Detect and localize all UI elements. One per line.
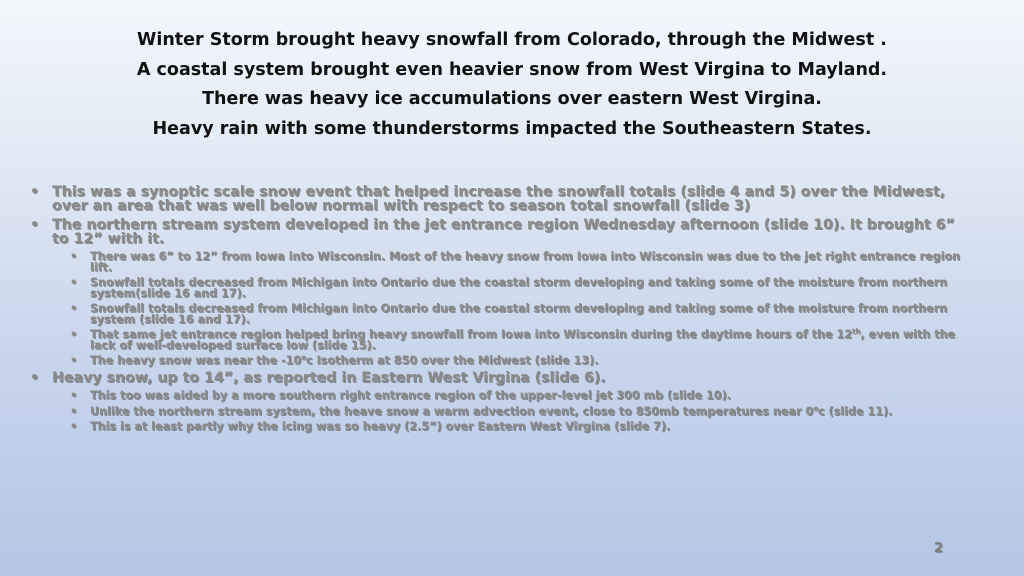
title-line: A coastal system brought even heavier snow from West Virgina to Mayland. xyxy=(136,59,888,80)
bullet-item xyxy=(30,369,970,386)
bullet-text: Heavy snow, up to 14”, as reported in Eastern West Virgina (slide 6). xyxy=(52,369,606,386)
bullet-marker: • xyxy=(30,369,40,386)
sub-bullet-text: This too was aided by a more southern right entrance region of the upper-level jet 300 mb (slide 10). xyxy=(90,389,731,402)
sub-bullet-text: There was 6” to 12” from Iowa into Wisconsin. Most of the heavy snow from Iowa into Wisconsin was due to the jet right entrance region lift. xyxy=(90,250,961,274)
bullet-text: The northern stream system developed in the jet entrance region Wednesday afternoon (slide 10). It brought 6” to 12” with it. xyxy=(52,217,955,247)
title-line: Winter Storm brought heavy snowfall from Colorado, through the Midwest . xyxy=(137,30,887,50)
sub-bullet-text: Snowfall totals decreased from Michigan into Ontario due the coastal storm developing and taking some of the moisture from northern system(slide 16 and 17). xyxy=(90,276,948,300)
bullet-list xyxy=(30,186,970,438)
bullet-text: This was a synoptic scale snow event that helped increase the snowfall totals (slide 4 and 5) over the Midwest, over an area that was well below normal with respect to season total snowfall (slide 3) xyxy=(52,184,946,214)
slide-title xyxy=(40,26,984,144)
slide-number: 2 xyxy=(934,541,944,556)
sub-bullet-item xyxy=(70,278,970,299)
bullet-marker: • xyxy=(70,302,78,315)
sub-bullet-item xyxy=(70,327,970,352)
bullet-marker: • xyxy=(30,184,40,200)
sub-bullet-text: Unlike the northern stream system, the heave snow a warm advection event, close to 850mb temperatures near 0$^o$c (slide 11). xyxy=(90,403,893,418)
title-line: Heavy rain with some thunderstorms impacted the Southeastern States. xyxy=(152,118,872,139)
bullet-marker: • xyxy=(70,276,78,289)
bullet-item xyxy=(30,186,970,213)
bullet-marker: • xyxy=(70,354,78,367)
sub-bullet-text: The heavy snow was near the -10$^o$c Isotherm at 850 over the Midwest (slide 13). xyxy=(90,353,599,367)
sub-bullet-item xyxy=(70,403,970,418)
bullet-marker: • xyxy=(70,420,78,433)
bullet-marker: • xyxy=(30,217,40,233)
bullet-marker: • xyxy=(70,250,78,263)
sub-bullet-item xyxy=(70,422,970,433)
title-line: There was heavy ice accumulations over eastern West Virgina. xyxy=(202,89,822,109)
sub-bullet-text: That same jet entrance region helped bring heavy snowfall from Iowa into Wisconsin during the daytime hours of the 12th, even with the lack of well-developed surface low (slide 15). xyxy=(90,327,956,352)
sub-bullet-item xyxy=(70,252,970,273)
sub-bullet-text: Snowfall totals decreased from Michigan into Ontario due the coastal storm developing and taking some of the moisture from northern system (slide 16 and 17). xyxy=(90,302,948,326)
sub-bullet-item xyxy=(70,304,970,325)
bullet-item xyxy=(30,219,970,246)
bullet-marker: • xyxy=(70,404,78,418)
sub-bullet-text: This is at least partly why the icing was so heavy (2.5”) over Eastern West Virgina (slide 7). xyxy=(90,420,671,433)
sub-bullet-item xyxy=(70,391,970,402)
sub-bullet-item xyxy=(70,353,970,367)
bullet-marker: • xyxy=(70,389,78,402)
bullet-marker: • xyxy=(70,328,78,341)
